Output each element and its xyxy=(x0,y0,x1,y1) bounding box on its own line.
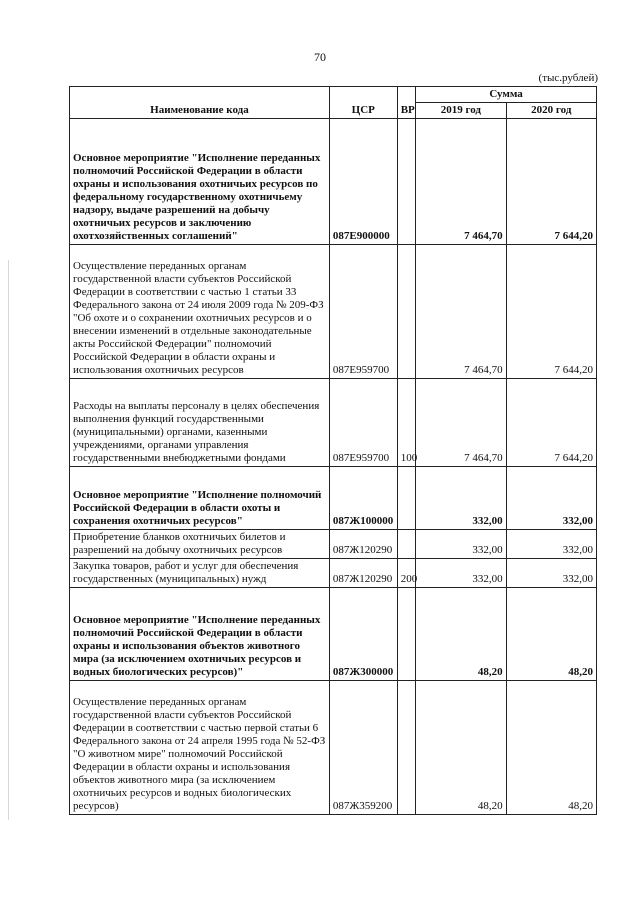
row-vr xyxy=(397,681,415,815)
row-name: Осуществление переданных органам государственной власти субъектов Российской Федерации в соответствии с частью первой статьи 6 Федерального закона от 24 апреля 1995 года № 52-ФЗ "О животном мире" полномочий Российской Федерации в области охраны и использования объектов животного мира (за исключением охотничьих ресурсов и водных биологических ресурсов) xyxy=(70,681,330,815)
page-number: 70 xyxy=(314,50,326,64)
row-2019: 332,00 xyxy=(416,530,506,559)
row-csr: 087Ж120290 xyxy=(329,530,397,559)
scan-margin-line xyxy=(8,260,9,820)
row-vr: 200 xyxy=(397,559,415,588)
row-2020: 332,00 xyxy=(506,530,596,559)
row-name: Расходы на выплаты персоналу в целях обеспечения выполнения функций государственными (муниципальными) органами, казенными учреждениями, органами управления государственными внебюджетными фондами xyxy=(70,379,330,467)
header-name: Наименование кода xyxy=(70,87,330,119)
table-row xyxy=(70,245,597,379)
row-2019: 48,20 xyxy=(416,681,506,815)
row-2019: 7 464,70 xyxy=(416,379,506,467)
table-row xyxy=(70,559,597,588)
header-year-2020: 2020 год xyxy=(506,103,596,119)
row-vr xyxy=(397,530,415,559)
row-name: Основное мероприятие "Исполнение переданных полномочий Российской Федерации в области охраны и использования объектов животного мира (за исключением охотничьих ресурсов и водных биологических ресурсов)" xyxy=(70,588,330,681)
row-vr xyxy=(397,245,415,379)
row-name: Закупка товаров, работ и услуг для обеспечения государственных (муниципальных) нужд xyxy=(70,559,330,588)
row-2020: 332,00 xyxy=(506,559,596,588)
row-csr: 087Ж359200 xyxy=(329,681,397,815)
row-2019: 48,20 xyxy=(416,588,506,681)
row-name: Приобретение бланков охотничьих билетов и разрешений на добычу охотничьих ресурсов xyxy=(70,530,330,559)
budget-table xyxy=(69,86,597,815)
row-csr: 087Е959700 xyxy=(329,379,397,467)
row-csr: 087Е959700 xyxy=(329,245,397,379)
row-name: Основное мероприятие "Исполнение полномочий Российской Федерации в области охоты и сохранения охотничьих ресурсов" xyxy=(70,467,330,530)
row-2020: 332,00 xyxy=(506,467,596,530)
units-label: (тыс.рублей) xyxy=(538,72,598,84)
row-2020: 7 644,20 xyxy=(506,245,596,379)
table-row xyxy=(70,530,597,559)
row-csr: 087Ж100000 xyxy=(329,467,397,530)
header-vr: ВР xyxy=(397,87,415,119)
table-row xyxy=(70,379,597,467)
row-2020: 7 644,20 xyxy=(506,379,596,467)
row-vr: 100 xyxy=(397,379,415,467)
row-name: Осуществление переданных органам государственной власти субъектов Российской Федерации в соответствии с частью 1 статьи 33 Федерального закона от 24 июля 2009 года № 209-ФЗ "Об охоте и о сохранении охотничьих ресурсов и о внесении изменений в отдельные законодательные акты Российской Федерации" полномочий Российской Федерации в области охраны и использования охотничьих ресурсов xyxy=(70,245,330,379)
row-2020: 48,20 xyxy=(506,588,596,681)
row-csr: 087Ж300000 xyxy=(329,588,397,681)
row-csr: 087Ж120290 xyxy=(329,559,397,588)
header-csr: ЦСР xyxy=(329,87,397,119)
row-vr xyxy=(397,467,415,530)
row-2019: 7 464,70 xyxy=(416,245,506,379)
table-row xyxy=(70,119,597,245)
row-2019: 332,00 xyxy=(416,467,506,530)
table-row xyxy=(70,467,597,530)
table-row xyxy=(70,681,597,815)
row-name: Основное мероприятие "Исполнение переданных полномочий Российской Федерации в области охраны и использования охотничьих ресурсов по федеральному государственному охотничьему надзору, выдаче разрешений на добычу охотничьих ресурсов и заключению охотхозяйственных соглашений" xyxy=(70,119,330,245)
header-row-top xyxy=(70,87,597,103)
header-year-2019: 2019 год xyxy=(416,103,506,119)
row-2019: 7 464,70 xyxy=(416,119,506,245)
row-vr xyxy=(397,588,415,681)
table-row xyxy=(70,588,597,681)
row-2019: 332,00 xyxy=(416,559,506,588)
row-2020: 48,20 xyxy=(506,681,596,815)
row-vr xyxy=(397,119,415,245)
row-csr: 087Е900000 xyxy=(329,119,397,245)
header-sum: Сумма xyxy=(416,87,597,103)
row-2020: 7 644,20 xyxy=(506,119,596,245)
